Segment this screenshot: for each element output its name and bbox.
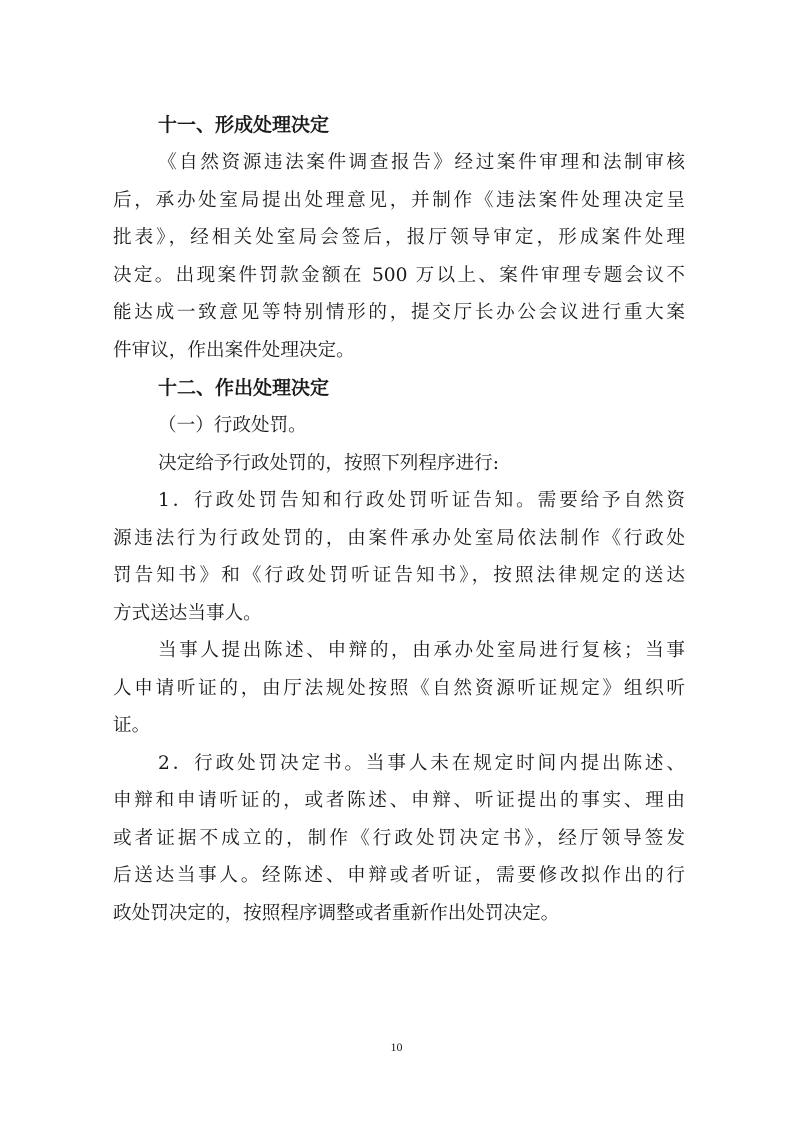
text-line: （一）行政处罚。 <box>158 415 307 436</box>
text-line: 后，承办处室局提出处理意见，并制作《违法案件处理决定呈 <box>113 189 685 211</box>
section-heading-12: 十二、作出处理决定 <box>158 377 330 399</box>
text-line: 方式送达当事人。 <box>113 602 262 624</box>
page-body <box>113 106 685 932</box>
text-line: 1．行政处罚告知和行政处罚听证告知。需要给予自然资 <box>158 490 685 511</box>
paragraph-procedure-intro <box>113 445 685 483</box>
page-number: 10 <box>390 1040 403 1054</box>
section-heading-11: 十一、形成处理决定 <box>158 114 330 136</box>
text-line: 决定。出现案件罚款金额在 500 万以上、案件审理专题会议不 <box>113 264 685 286</box>
paragraph-item-2 <box>113 745 685 933</box>
text-line: 后送达当事人。经陈述、申辩或者听证，需要修改拟作出的行 <box>113 865 685 886</box>
text-line: 当事人提出陈述、申辩的，由承办处室局进行复核；当事 <box>158 640 685 661</box>
text-line: 决定给予行政处罚的，按照下列程序进行: <box>158 452 499 474</box>
text-line: 证。 <box>113 715 151 736</box>
text-line: 《自然资源违法案件调查报告》经过案件审理和法制审核 <box>158 152 685 173</box>
paragraph-decision-formation <box>113 144 685 369</box>
text-line: 源违法行为行政处罚的，由案件承办处室局依法制作《行政处 <box>113 527 685 549</box>
text-line: 政处罚决定的，按照程序调整或者重新作出处罚决定。 <box>113 902 560 924</box>
paragraph-item-1-hearing <box>113 632 685 745</box>
text-line: 或者证据不成立的，制作《行政处罚决定书》，经厅领导签发 <box>113 827 685 849</box>
text-line: 人申请听证的，由厅法规处按照《自然资源听证规定》组织听 <box>113 677 685 699</box>
text-line: 2．行政处罚决定书。当事人未在规定时间内提出陈述、 <box>158 752 685 774</box>
text-line: 批表》，经相关处室局会签后，报厅领导审定，形成案件处理 <box>113 227 685 248</box>
text-line: 能达成一致意见等特别情形的，提交厅长办公会议进行重大案 <box>113 302 685 323</box>
paragraph-item-1 <box>113 482 685 632</box>
text-line: 件审议，作出案件处理决定。 <box>113 339 355 361</box>
text-line: 罚告知书》和《行政处罚听证告知书》，按照法律规定的送达 <box>113 565 685 586</box>
subheading-administrative-penalty <box>113 407 685 445</box>
text-line: 申辩和申请听证的，或者陈述、申辩、听证提出的事实、理由 <box>113 790 685 811</box>
